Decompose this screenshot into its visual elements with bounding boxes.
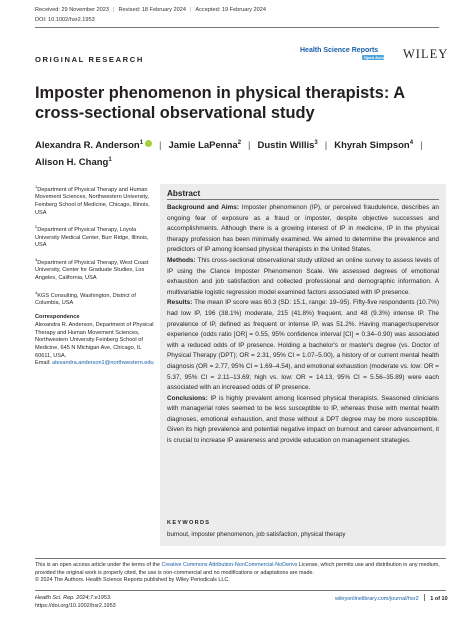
received-date: Received: 29 November 2023 — [35, 7, 110, 13]
license-link[interactable]: Creative Commons Attribution-NonCommercial-NoDerivs — [161, 562, 298, 568]
journal-logo-text: Health Science Reports — [300, 47, 379, 54]
doi-url[interactable]: https://doi.org/10.1002/hsr2.1953 — [35, 603, 116, 609]
correspondence — [35, 314, 155, 368]
affiliation-item: $^2$Department of Physical Therapy, Loyola University Medical Center, Burr Ridge, Illinois, USA — [35, 224, 149, 249]
license-divider — [35, 558, 446, 559]
affiliation-item: $^4$KGS Consulting, Washington, District of Columbia, USA — [35, 289, 136, 306]
open-access-badge: Open Access — [364, 55, 390, 60]
correspondence-email: Email: alexandra.anderson1@northwestern.edu — [35, 360, 154, 367]
author-name[interactable]: Alison H. Chang$^1$ — [35, 157, 112, 169]
keywords: burnout, imposter phenomenon, job satisfaction, physical therapy — [167, 531, 346, 538]
abstract-methods: Methods: This cross-sectional observational study utilized an online survey to assess levels of IP using the Clance Imposter Phenomenon Scale. We assessed degrees of emotional exhaustion and job satisfaction and collected professional and demographic information. A multivariable logistic regression model examined factors associated with IP presence. — [167, 256, 439, 296]
publisher-logo[interactable]: WILEY — [403, 47, 449, 61]
copyright: © 2024 The Authors. Health Science Reports published by Wiley Periodicals LLC. — [35, 577, 230, 584]
article-doi: DOI: 10.1002/hsr2.1953 — [35, 17, 95, 23]
header-divider — [35, 27, 439, 28]
author-name[interactable]: Dustin Willis$^3$ — [257, 140, 318, 152]
abstract-body — [167, 203, 439, 447]
citation-text: Health Sci. Rep. 2024;7:e1953. — [35, 595, 112, 601]
article-title: Imposter phenomenon in physical therapists: A cross-sectional observational study — [35, 84, 405, 122]
orcid-icon[interactable] — [145, 140, 152, 147]
correspondence-heading: Correspondence — [35, 313, 80, 320]
affiliation-item: $^3$Department of Physical Therapy, West Coast University, Center for Graduate Studies, Los Angeles, California, USA — [35, 256, 149, 281]
revised-date: Revised: 18 February 2024 — [118, 7, 186, 13]
footer-right — [335, 594, 448, 602]
abstract-divider — [167, 199, 439, 200]
abstract-conclusions: Conclusions: IP is highly prevalent among licensed physical therapists. Seasoned clinicians with managerial roles seemed to be less susceptible to IP, whereas those with mental health diagnoses, emotional exhaustion, and those without a DPT degree may be more susceptible. Given its high prevalence and potential negative impact on burnout and career advancement, it is crucial to increase IP awareness and provide education on management strategies. — [167, 394, 439, 445]
section-label: ORIGINAL RESEARCH — [35, 55, 144, 64]
page-number: 1 of 10 — [430, 596, 448, 602]
abstract-results: Results: The mean IP score was 60.3 (SD: 15.1, range: 19–95). Fifty-five respondents (10.7%) had low IP, 196 (38.1%) moderate, 215 (41.8%) frequent, and 48 (9.3%) intense IP. The prevalence of IP, defined as frequent or intense IP, was 51.2%. Having manager/supervisor experience (odds ratio [OR] = 0.55, 95% confidence interval [CI] = 0.34–0.90) was associated with a reduced odds of IP presence. Holding a bachelor's or master's degree (vs. Doctor of Physical Therapy (DPT); OR = 2.31, 95% CI = 1.07–5.00), a history of or current mental health diagnosis (OR = 2.77, 95% CI = 1.69–4.54), and emotional exhaustion (moderate vs. low: OR = 5.37, 95% CI = 2.11–13.69; high vs. low: OR = 14.13, 95% CI = 5.56–35.89) were each associated with an increased odds of IP presence. — [167, 299, 439, 392]
article-history: Received: 29 November 2023 | Revised: 18 February 2024 | Accepted: 19 February 2024 — [35, 7, 266, 13]
email-link[interactable]: alexandra.anderson1@northwestern.edu — [52, 360, 154, 367]
author-list: Alexandra R. Anderson$^1$ | Jamie LaPenna$^2$ | Dustin Willis$^3$ | Khyrah Simpson$^4$ | Alison H. Chang$^1$ — [35, 140, 423, 169]
footer-citation — [35, 594, 116, 610]
license-notice: This is an open access article under the terms of the Creative Commons Attribution-NonCommercial-NoDerivs License, which permits use and distribution in any medium, provided the original work is properly cited, the use is non-commercial and no modifications or adaptations are made. © 2024 The Authors. Health Science Reports published by Wiley Periodicals LLC. — [35, 562, 440, 584]
affiliations — [35, 183, 155, 368]
abstract-background: Background and Aims: Imposter phenomenon (IP), or perceived fraudulence, describes an ongoing fear of exposure as a fraud or imposter, despite objective successes and accomplishments. Although there is a growing interest of IP in medicine, IP in the physical therapy profession has been minimally examined. We aimed to determine the prevalence and predictors of IP among licensed physical therapists in the United States. — [167, 204, 440, 254]
accepted-date: Accepted: 19 February 2024 — [195, 7, 266, 13]
journal-logo[interactable] — [300, 47, 390, 60]
abstract-heading: Abstract — [167, 189, 201, 198]
author-name[interactable]: Khyrah Simpson$^4$ — [334, 140, 414, 152]
affiliation-item: $^1$Department of Physical Therapy and Human Movement Sciences, Northwestern University, Feinberg School of Medicine, Chicago, Illinois, USA — [35, 184, 150, 216]
correspondence-address: Alexandra R. Anderson, Department of Physical Therapy and Human Movement Sciences, Northwestern University Feinberg School of Medicine, 645 N Michigan Ave, Chicago, IL 60611, USA. — [35, 322, 154, 359]
journal-url-link[interactable]: wileyonlinelibrary.com/journal/hsr2 — [335, 596, 419, 602]
author-name[interactable]: Jamie LaPenna$^2$ — [168, 140, 242, 152]
keywords-heading: KEYWORDS — [167, 520, 211, 526]
author-name[interactable]: Alexandra R. Anderson$^1$ — [35, 140, 144, 152]
page-separator — [424, 594, 425, 601]
footer-divider — [35, 590, 446, 591]
